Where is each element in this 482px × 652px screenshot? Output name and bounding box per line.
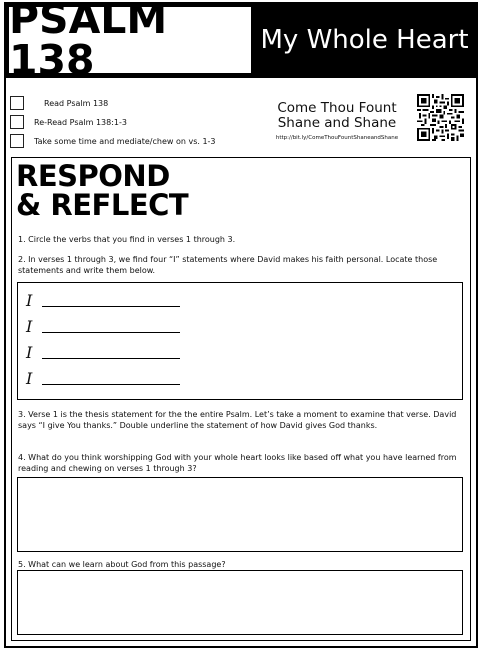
task-checkbox[interactable] [10,134,24,148]
question-2: 2. In verses 1 through 3, we find four “I” statements where David makes his faith personal. Locate those statements and write them below. [18,255,438,275]
i-label: I [26,343,33,362]
write-line[interactable] [42,306,180,307]
song-reference [262,101,412,141]
i-statement-line[interactable] [26,371,180,387]
i-statement-line[interactable] [26,293,180,309]
page-subtitle: My Whole Heart [260,25,469,55]
qr-code-icon[interactable] [417,94,464,141]
answer-box-5[interactable] [17,570,463,635]
task-checkbox[interactable] [10,96,24,110]
i-label: I [26,369,33,388]
song-url[interactable]: http://bit.ly/ComeThouFountShaneandShane [275,135,399,141]
question-5: 5. What can we learn about God from this passage? [18,560,226,569]
write-line[interactable] [42,332,180,333]
i-statements-box[interactable] [17,282,463,400]
song-title: Come Thou Fount [277,100,397,116]
task-checkbox[interactable] [10,115,24,129]
answer-box-4[interactable] [17,477,463,552]
section-title-line1: RESPOND [16,159,170,193]
write-line[interactable] [42,358,180,359]
task-item [10,113,216,131]
i-label: I [26,291,33,310]
question-3: 3. Verse 1 is the thesis statement for the the entire Psalm. Let’s take a moment to examine that verse. David says “I give You thanks.” Double underline the statement of how David gives God thanks. [18,410,457,430]
section-title-line2: & REFLECT [16,188,189,222]
page-title: PSALM 138 [9,0,168,84]
song-artist: Shane and Shane [277,115,397,131]
task-label: Read Psalm 138 [44,98,109,108]
i-label: I [26,317,33,336]
i-statement-line[interactable] [26,319,180,335]
write-line[interactable] [42,384,180,385]
i-statement-line[interactable] [26,345,180,361]
task-item [10,94,216,112]
task-label: Take some time and mediate/chew on vs. 1-3 [34,136,216,146]
task-item [10,132,216,150]
section-title [16,159,189,222]
question-1: 1. Circle the verbs that you find in verses 1 through 3. [18,235,236,244]
task-checklist [10,94,216,151]
header-bar [4,0,478,84]
task-label: Re-Read Psalm 138:1-3 [34,117,127,127]
question-4: 4. What do you think worshipping God with your whole heart looks like based off what you have learned from reading and chewing on verses 1 through 3? [18,453,457,473]
title-box [9,0,251,84]
